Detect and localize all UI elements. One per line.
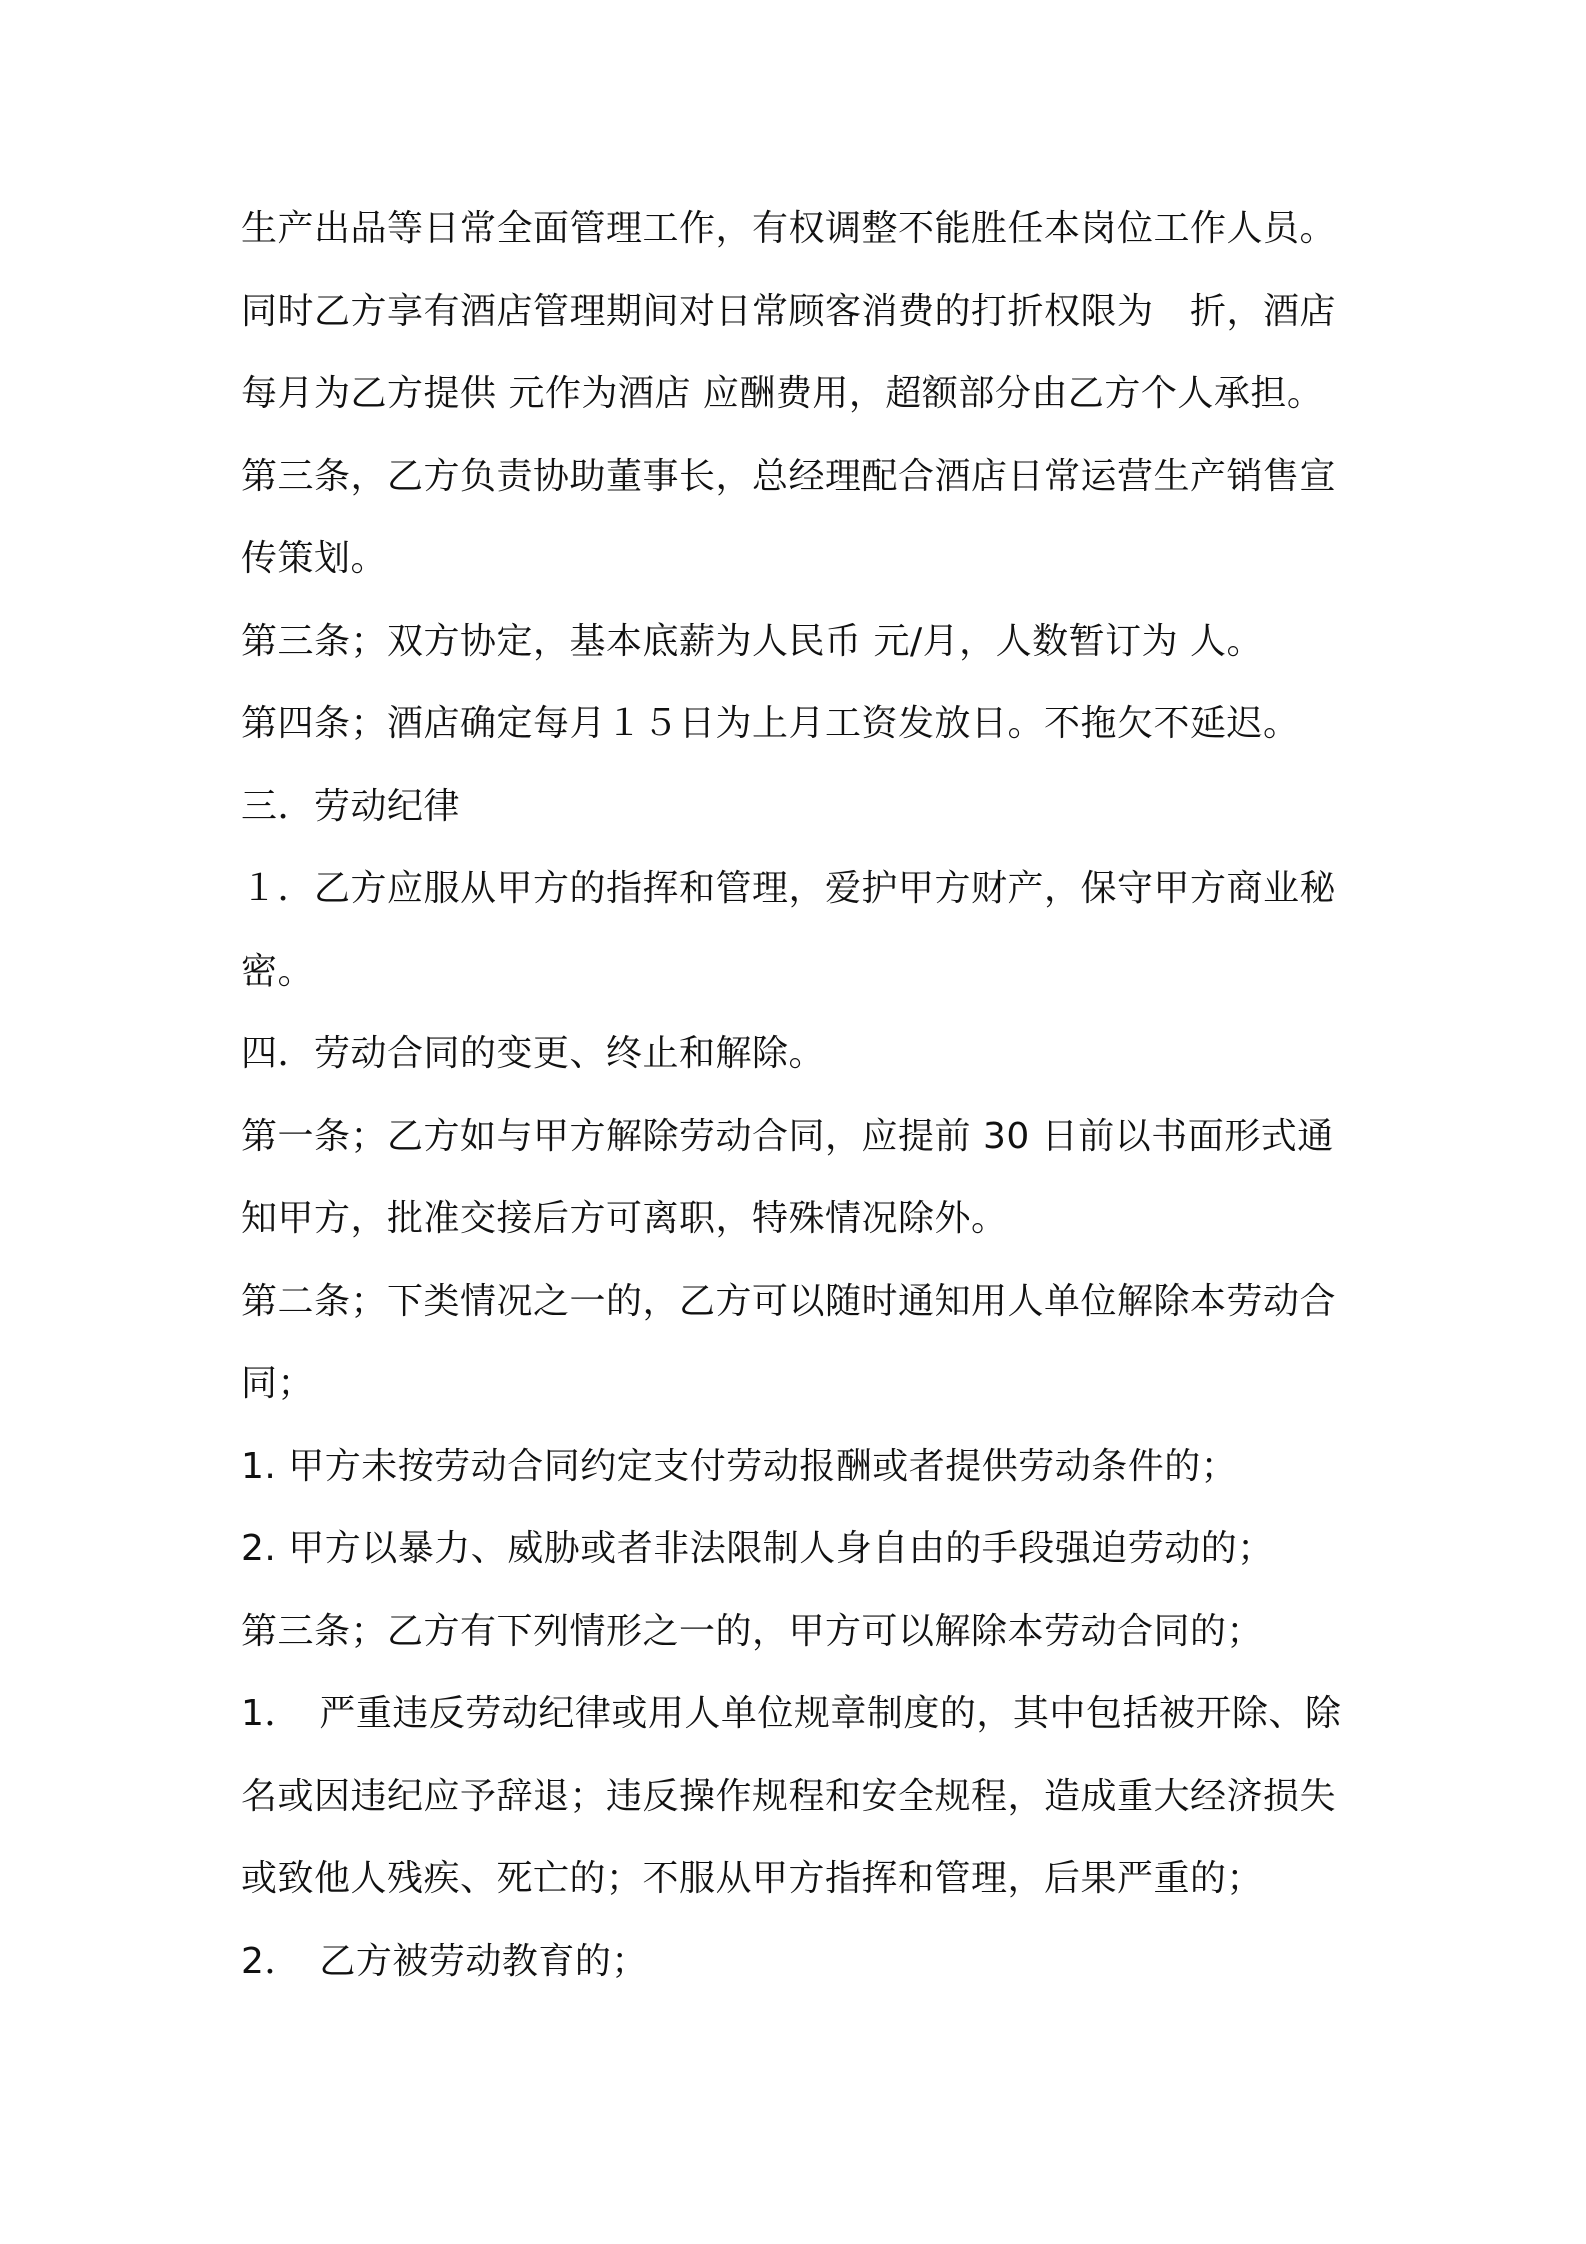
list-item: 1． 严重违反劳动纪律或用人单位规章制度的，其中包括被开除、除 <box>241 1693 1342 1734</box>
text-line: 第四条；酒店确定每月１５日为上月工资发放日。不拖欠不延迟。 <box>241 703 1300 744</box>
text-line: 同； <box>241 1363 315 1404</box>
document-body <box>241 198 1361 2013</box>
text-line: 第二条；下类情况之一的，乙方可以随时通知用人单位解除本劳动合 <box>241 1280 1337 1322</box>
text-line: 或致他人残疾、死亡的；不服从甲方指挥和管理，后果严重的； <box>241 1858 1264 1899</box>
text-line: １．乙方应服从甲方的指挥和管理，爱护甲方财产，保守甲方商业秘 <box>241 868 1337 909</box>
text-line: 生产出品等日常全面管理工作，有权调整不能胜任本岗位工作人员。 <box>241 208 1337 249</box>
list-item: 1. 甲方未按劳动合同约定支付劳动报酬或者提供劳动条件的； <box>241 1445 1238 1487</box>
section-heading: 三．劳动纪律 <box>241 785 461 827</box>
text-line: 传策划。 <box>241 538 388 579</box>
section-heading: 四．劳动合同的变更、终止和解除。 <box>241 1033 826 1074</box>
text-line: 第三条；乙方有下列情形之一的，甲方可以解除本劳动合同的； <box>241 1610 1264 1652</box>
text-line: 每月为乙方提供 元作为酒店 应酬费用，超额部分由乙方个人承担。 <box>241 373 1324 414</box>
list-item: 2. 甲方以暴力、威胁或者非法限制人身自由的手段强迫劳动的； <box>241 1528 1274 1569</box>
list-item: 2． 乙方被劳动教育的； <box>241 1940 648 1982</box>
text-line: 第三条；双方协定，基本底薪为人民币 元/月，人数暂订为 人。 <box>241 620 1264 662</box>
text-line: 第一条；乙方如与甲方解除劳动合同，应提前 30 日前以书面形式通 <box>241 1115 1334 1157</box>
text-line: 密。 <box>241 950 315 992</box>
text-line: 名或因违纪应予辞退；违反操作规程和安全规程，造成重大经济损失 <box>241 1775 1337 1817</box>
text-line: 知甲方，批准交接后方可离职，特殊情况除外。 <box>241 1198 1008 1239</box>
text-line: 第三条，乙方负责协助董事长，总经理配合酒店日常运营生产销售宣 <box>241 455 1337 497</box>
text-line: 同时乙方享有酒店管理期间对日常顾客消费的打折权限为 折，酒店 <box>241 290 1337 332</box>
